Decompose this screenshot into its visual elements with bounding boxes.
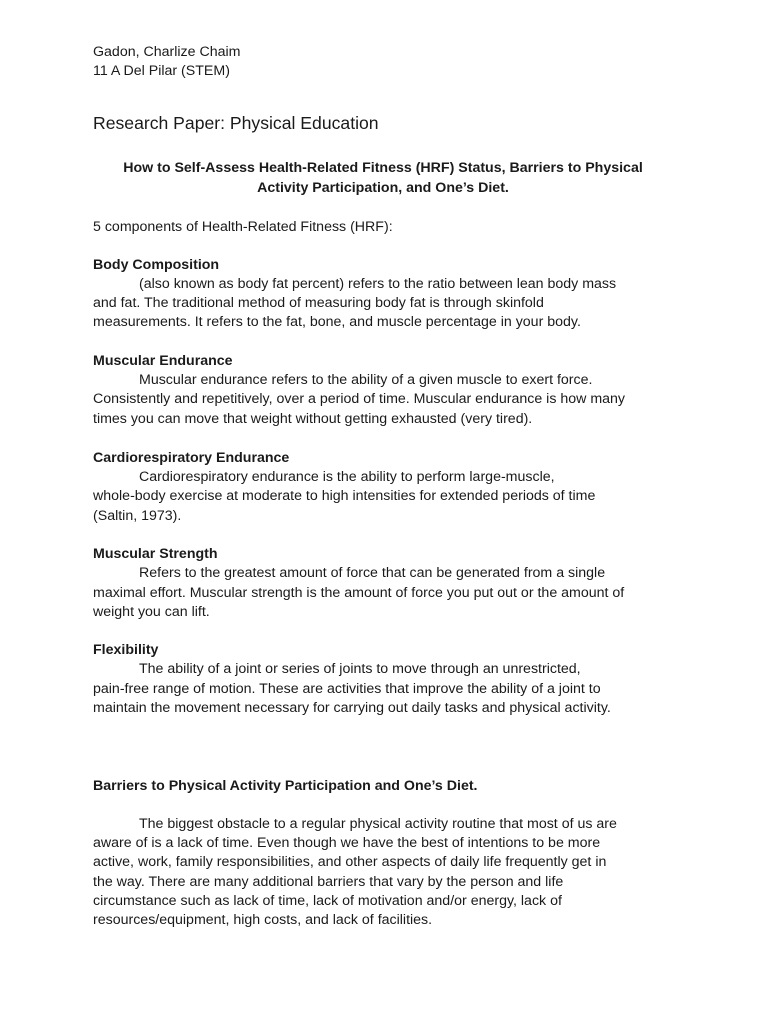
subtitle-line-1: How to Self-Assess Health-Related Fitness (HRF) Status, Barriers to Physical (123, 160, 643, 176)
subtitle-line-2: Activity Participation, and One’s Diet. (257, 180, 509, 196)
flexibility-line-3: maintain the movement necessary for carrying out daily tasks and physical activity. (93, 700, 611, 716)
muscular-endurance-line-3: times you can move that weight without getting exhausted (very tired). (93, 411, 533, 427)
muscular-endurance-line-1: Muscular endurance refers to the ability of a given muscle to exert force. (139, 372, 593, 388)
cardiorespiratory-line-2: whole-body exercise at moderate to high intensities for extended periods of time (93, 488, 596, 504)
muscular-strength-line-2: maximal effort. Muscular strength is the amount of force you put out or the amount of (93, 585, 625, 601)
body-composition-line-2: and fat. The traditional method of measuring body fat is through skinfold (93, 295, 544, 311)
barriers-line-1: The biggest obstacle to a regular physical activity routine that most of us are (139, 816, 617, 832)
section-heading-barriers: Barriers to Physical Activity Participation and One’s Diet. (93, 778, 478, 794)
body-composition-line-3: measurements. It refers to the fat, bone, and muscle percentage in your body. (93, 314, 581, 330)
section-heading-flexibility: Flexibility (93, 642, 159, 658)
muscular-strength-line-3: weight you can lift. (93, 604, 210, 620)
barriers-line-6: resources/equipment, high costs, and lack of facilities. (93, 912, 433, 928)
class-section: 11 A Del Pilar (STEM) (93, 63, 230, 79)
section-heading-cardiorespiratory-endurance: Cardiorespiratory Endurance (93, 450, 290, 466)
cardiorespiratory-line-3: (Saltin, 1973). (93, 508, 182, 524)
section-heading-muscular-strength: Muscular Strength (93, 546, 218, 562)
author-name: Gadon, Charlize Chaim (93, 44, 241, 60)
barriers-line-4: the way. There are many additional barriers that vary by the person and life (93, 874, 564, 890)
body-composition-line-1: (also known as body fat percent) refers to the ratio between lean body mass (139, 276, 617, 292)
intro-text: 5 components of Health-Related Fitness (HRF): (93, 219, 393, 235)
flexibility-line-2: pain-free range of motion. These are activities that improve the ability of a joint to (93, 681, 601, 697)
section-heading-body-composition: Body Composition (93, 257, 220, 273)
paper-title: Research Paper: Physical Education (93, 113, 379, 133)
flexibility-line-1: The ability of a joint or series of joints to move through an unrestricted, (139, 661, 581, 677)
barriers-line-3: active, work, family responsibilities, and other aspects of daily life frequently get in (93, 854, 607, 870)
cardiorespiratory-line-1: Cardiorespiratory endurance is the ability to perform large-muscle, (139, 469, 555, 485)
muscular-endurance-line-2: Consistently and repetitively, over a period of time. Muscular endurance is how many (93, 391, 626, 407)
section-heading-muscular-endurance: Muscular Endurance (93, 353, 233, 369)
muscular-strength-line-1: Refers to the greatest amount of force that can be generated from a single (139, 565, 606, 581)
barriers-line-5: circumstance such as lack of time, lack of motivation and/or energy, lack of (93, 893, 562, 909)
barriers-line-2: aware of is a lack of time. Even though we have the best of intentions to be more (93, 835, 601, 851)
